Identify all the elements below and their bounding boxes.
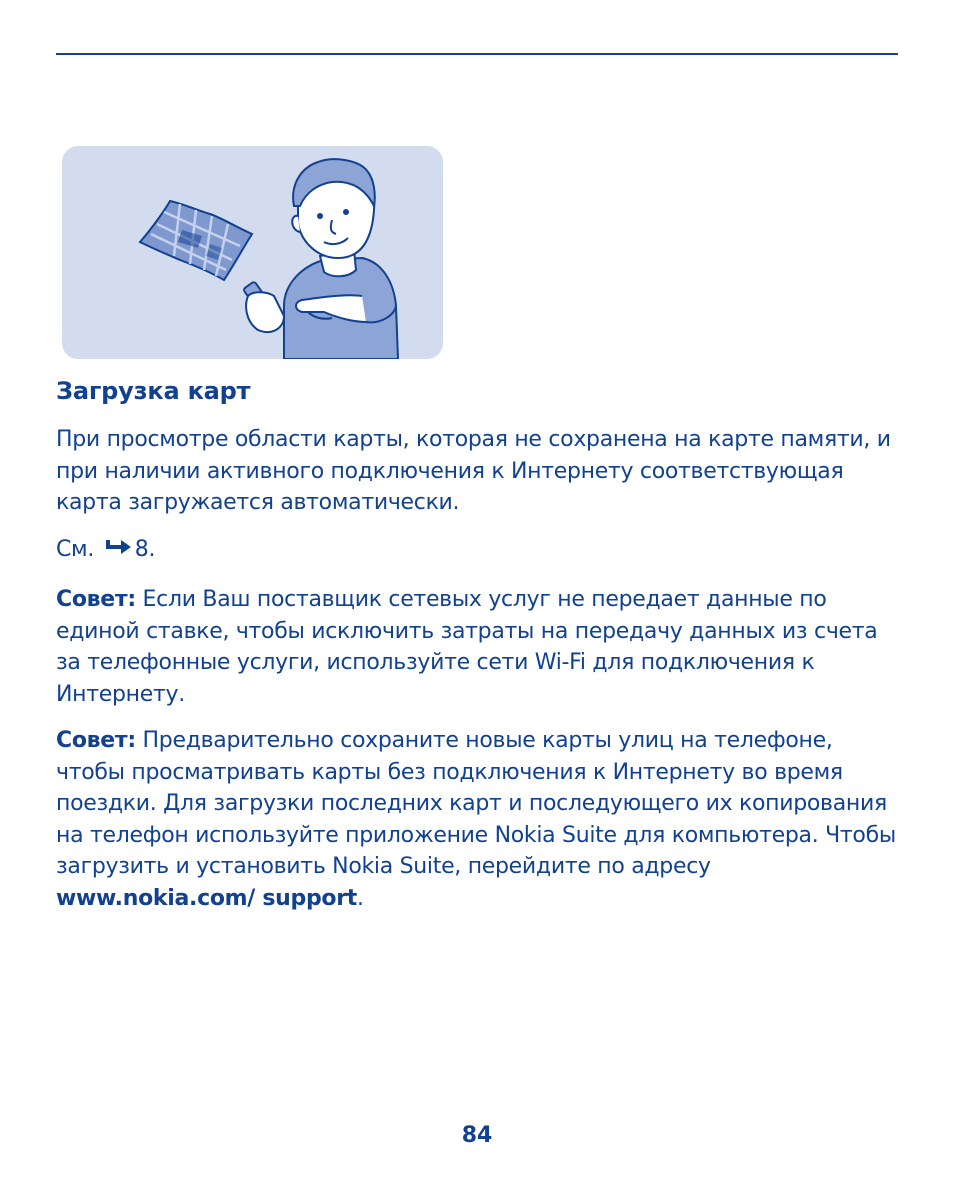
see-page-link[interactable]: 8. — [134, 537, 156, 562]
map-download-illustration — [62, 146, 443, 359]
tip-wifi — [56, 584, 901, 710]
support-link[interactable]: www.nokia.com/ support — [56, 885, 357, 911]
tip-label: Совет: — [56, 728, 136, 753]
tip-offline-maps — [56, 725, 901, 915]
header-rule — [56, 53, 898, 55]
cross-reference — [56, 534, 901, 566]
tip-end: . — [356, 885, 364, 911]
tip-text: Если Ваш поставщик сетевых услуг не передает данные по единой ставке, чтобы исключить затраты на передачу данных из счета за телефонные услуги, используйте сети Wi-Fi для подключения к Интернету. — [56, 587, 878, 707]
arrow-right-icon — [103, 539, 133, 557]
person-with-map-icon — [62, 146, 443, 359]
tip-label: Совет: — [56, 587, 136, 612]
tip-text: Предварительно сохраните новые карты улиц на телефоне, чтобы просматривать карты без подключения к Интернету во время поездки. Для загрузки последних карт и последующего их копирования на телефон используйте приложение Nokia Suite для компьютера. Чтобы загрузить и установить Nokia Suite, перейдите по адресу — [56, 728, 896, 880]
see-prefix: См. — [56, 537, 95, 562]
intro-paragraph: При просмотре области карты, которая не сохранена на карте памяти, и при наличии активного подключения к Интернету соответствующая карта загружается автоматически. — [56, 427, 891, 516]
page-number: 84 — [461, 1123, 493, 1148]
section-title: Загрузка карт — [56, 377, 251, 405]
